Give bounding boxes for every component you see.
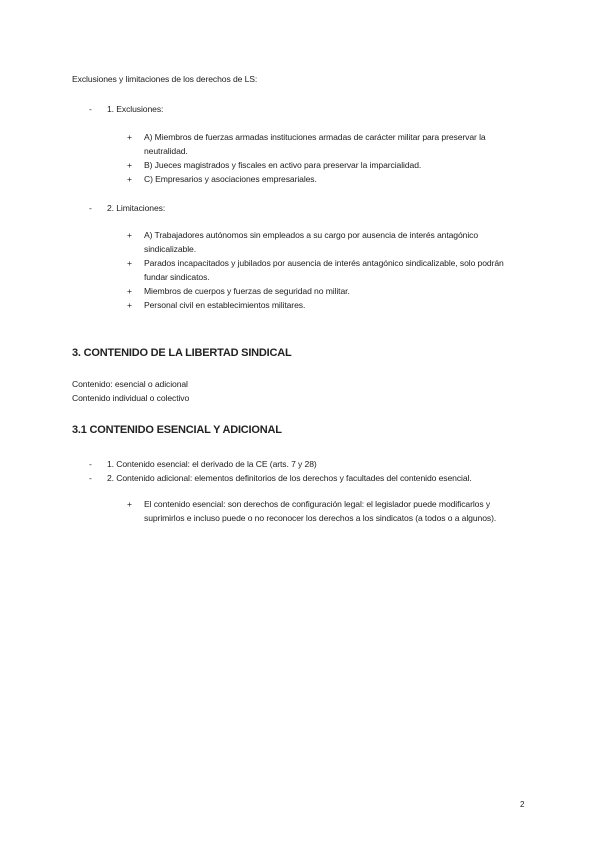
sub-list-item-text: Personal civil en establecimientos militares. (144, 300, 306, 310)
plus-marker: + (127, 258, 132, 268)
sub-list-item (127, 497, 527, 525)
contenido-line: Contenido: esencial o adicional (72, 379, 188, 389)
list-item-limitaciones (89, 201, 165, 215)
page-number: 2 (520, 800, 525, 809)
dash-marker: - (89, 104, 92, 114)
plus-marker: + (127, 499, 132, 509)
list-item-label: 2. Limitaciones: (107, 203, 166, 213)
dash-marker: - (89, 473, 92, 483)
plus-marker: + (127, 286, 132, 296)
sub-list-item-text: C) Empresarios y asociaciones empresariales. (144, 174, 317, 184)
sub-list-item (127, 256, 527, 284)
plus-marker: + (127, 174, 132, 184)
dash-marker: - (89, 203, 92, 213)
plus-marker: + (127, 230, 132, 240)
list-item-label: 1. Exclusiones: (107, 104, 164, 114)
sub-list-item (127, 130, 527, 158)
sub-list-item-text: Miembros de cuerpos y fuerzas de seguridad no militar. (144, 286, 350, 296)
sub-list-item (127, 228, 527, 256)
contenido-line: Contenido individual o colectivo (72, 393, 190, 403)
sub-list-item (127, 284, 527, 298)
intro-line: Exclusiones y limitaciones de los derechos de LS: (72, 74, 258, 84)
list-item-text: 2. Contenido adicional: elementos definitorios de los derechos y facultades del contenido esencial. (107, 473, 472, 483)
sub-list-item-text: B) Jueces magistrados y fiscales en activo para preservar la imparcialidad. (144, 160, 422, 170)
section-heading: 3. CONTENIDO DE LA LIBERTAD SINDICAL (72, 347, 292, 359)
sub-list-item-text: Parados incapacitados y jubilados por ausencia de interés antagónico sindicalizable, solo podrán fundar sindicatos. (144, 258, 504, 282)
list-item-exclusiones (89, 102, 163, 116)
sub-list-item (127, 158, 527, 172)
list-item-text: 1. Contenido esencial: el derivado de la CE (arts. 7 y 28) (107, 459, 317, 469)
sub-list-item-text: A) Miembros de fuerzas armadas instituciones armadas de carácter militar para preservar la neutralidad. (144, 132, 486, 156)
list-item-contenido-adicional (89, 471, 472, 485)
plus-marker: + (127, 132, 132, 142)
sub-list-item-text: El contenido esencial: son derechos de configuración legal: el legislador puede modificarlos y suprimirlos e incluso puede o no reconocer los derechos a los sindicatos (a todos o a algunos). (144, 499, 497, 523)
sub-list-item-text: A) Trabajadores autónomos sin empleados a su cargo por ausencia de interés antagónico sindicalizable. (144, 230, 479, 254)
plus-marker: + (127, 160, 132, 170)
dash-marker: - (89, 459, 92, 469)
sub-list-item (127, 298, 527, 312)
sub-list-item (127, 172, 527, 186)
list-item-contenido-esencial (89, 457, 317, 471)
subsection-heading: 3.1 CONTENIDO ESENCIAL Y ADICIONAL (72, 424, 282, 436)
plus-marker: + (127, 300, 132, 310)
